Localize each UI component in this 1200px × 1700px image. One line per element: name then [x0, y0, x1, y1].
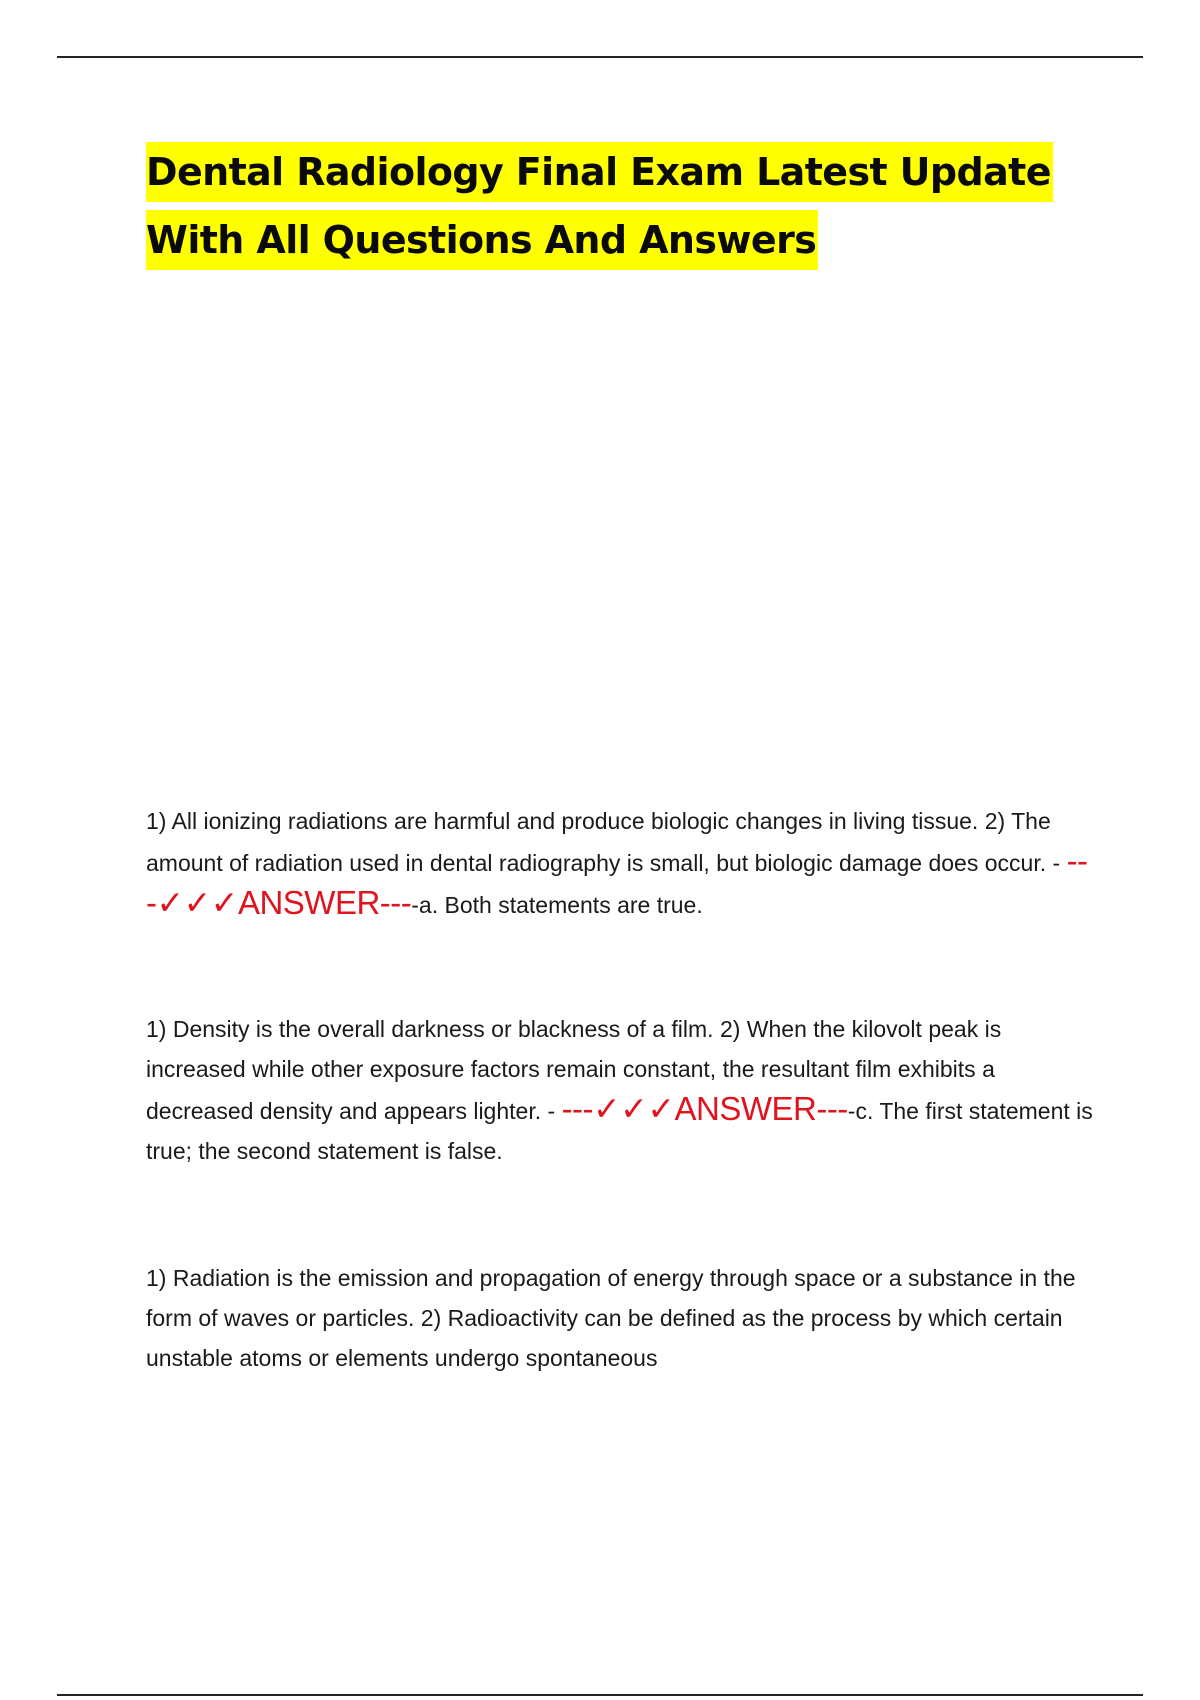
question-separator: -: [541, 1098, 562, 1124]
question-text: 1) All ionizing radiations are harmful and produce biologic changes in living tissue. 2) The amount of radiation used in dental radiography is small, but biologic damage does occur.: [146, 808, 1051, 876]
answer-text: -c. The first statement is true; the second statement is false.: [146, 1098, 1093, 1164]
question-text: 1) Radiation is the emission and propagation of energy through space or a substance in the form of waves or particles. 2) Radioactivity can be defined as the process by which certain unstable atoms or elements undergo spontaneous: [146, 1265, 1076, 1371]
title-line-2: With All Questions And Answers: [146, 210, 818, 270]
qa-item-1: [146, 801, 1096, 925]
answer-text: -a. Both statements are true.: [411, 892, 703, 918]
answer-marker: ---✓✓✓ANSWER---: [146, 842, 1088, 921]
answer-marker: ---✓✓✓ANSWER---: [561, 1090, 848, 1127]
question-separator: -: [1046, 850, 1067, 876]
header-rule: [57, 56, 1143, 58]
document-title: [146, 142, 1146, 278]
title-line-1: Dental Radiology Final Exam Latest Update: [146, 142, 1053, 202]
question-text: 1) Density is the overall darkness or blackness of a film. 2) When the kilovolt peak is increased while other exposure factors remain constant, the resultant film exhibits a decreased density and appears lighter.: [146, 1016, 1002, 1124]
qa-item-2: [146, 1009, 1096, 1171]
qa-item-3: [146, 1258, 1096, 1378]
footer-rule: [57, 1694, 1143, 1696]
